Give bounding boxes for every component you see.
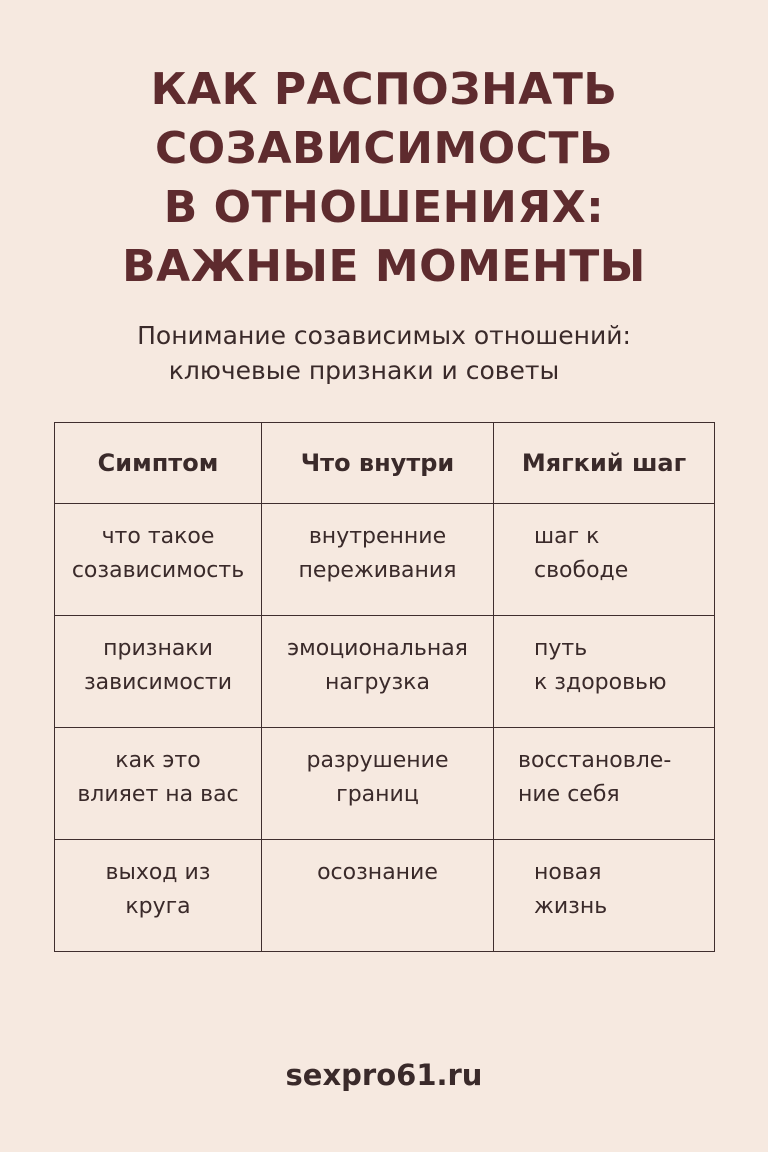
table-row bbox=[55, 504, 715, 616]
cell-line: к здоровью bbox=[534, 670, 667, 695]
title-line: ВАЖНЫЕ МОМЕНТЫ bbox=[122, 241, 646, 292]
cell-inside bbox=[262, 504, 494, 616]
cell-symptom bbox=[55, 616, 262, 728]
title-line: В ОТНОШЕНИЯХ: bbox=[163, 182, 605, 233]
cell-inside bbox=[262, 728, 494, 840]
table-row bbox=[55, 840, 715, 952]
header-step: Мягкий шаг bbox=[494, 423, 715, 504]
cell-line: нагрузка bbox=[325, 670, 430, 695]
cell-line: что такое bbox=[101, 524, 215, 549]
cell-inside bbox=[262, 840, 494, 952]
cell-symptom bbox=[55, 504, 262, 616]
cell-line: разрушение bbox=[306, 748, 449, 773]
cell-step bbox=[494, 840, 715, 952]
cell-line: круга bbox=[125, 894, 191, 919]
table-row bbox=[55, 728, 715, 840]
cell-inside bbox=[262, 616, 494, 728]
header-symptom: Симптом bbox=[55, 423, 262, 504]
cell-line: шаг к bbox=[534, 524, 600, 549]
title-line: КАК РАСПОЗНАТЬ bbox=[150, 64, 618, 115]
website-link[interactable]: sexpro61.ru bbox=[285, 1058, 483, 1092]
cell-line: выход из bbox=[105, 860, 211, 885]
cell-line: свободе bbox=[534, 558, 629, 583]
table-header-row bbox=[55, 423, 715, 504]
cell-step bbox=[494, 728, 715, 840]
cell-line: восстановле- bbox=[518, 748, 672, 773]
cell-line: путь bbox=[534, 636, 588, 661]
symptoms-table bbox=[54, 422, 715, 952]
cell-line: как это bbox=[115, 748, 201, 773]
cell-line: созависимость bbox=[71, 558, 245, 583]
cell-line: новая bbox=[534, 860, 602, 885]
cell-line: жизнь bbox=[534, 894, 608, 919]
page-title bbox=[0, 60, 768, 296]
header-inside: Что внутри bbox=[262, 423, 494, 504]
table-row bbox=[55, 616, 715, 728]
cell-line: признаки bbox=[103, 636, 213, 661]
cell-line: зависимости bbox=[83, 670, 233, 695]
cell-symptom bbox=[55, 840, 262, 952]
cell-step bbox=[494, 616, 715, 728]
cell-line: эмоциональная bbox=[287, 636, 468, 661]
subtitle-line: Понимание созависимых отношений: bbox=[137, 321, 631, 350]
cell-symptom bbox=[55, 728, 262, 840]
cell-step bbox=[494, 504, 715, 616]
cell-line: внутренние bbox=[308, 524, 447, 549]
cell-line: ние себя bbox=[518, 782, 620, 807]
cell-line: влияет на вас bbox=[77, 782, 239, 807]
cell-line: границ bbox=[336, 782, 419, 807]
subtitle-line: ключевые признаки и советы bbox=[168, 356, 560, 385]
page-subtitle bbox=[0, 318, 768, 388]
cell-line: переживания bbox=[298, 558, 457, 583]
cell-line: осознание bbox=[317, 860, 438, 885]
title-line: СОЗАВИСИМОСТЬ bbox=[154, 123, 613, 174]
